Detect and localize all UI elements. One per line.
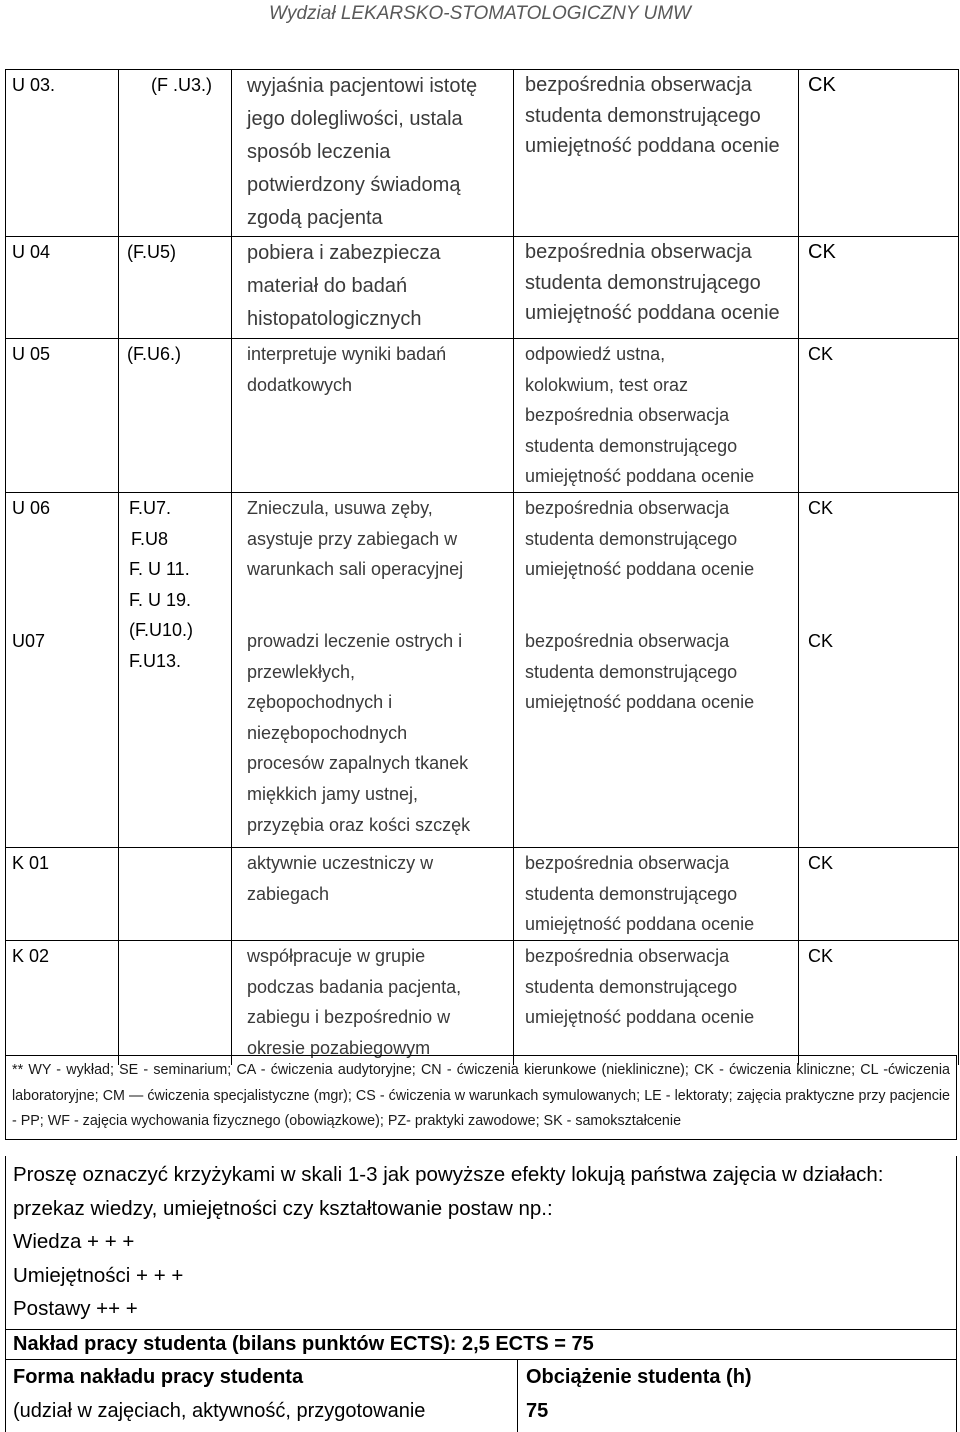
table-row xyxy=(232,626,958,847)
verification-method xyxy=(514,626,799,847)
method-line: umiejętność poddana ocenie xyxy=(525,302,780,325)
scale-wiedza: Wiedza + + + xyxy=(13,1230,135,1253)
method-line: studenta demonstrującego xyxy=(525,661,738,682)
method-line: bezpośrednia obserwacja xyxy=(525,74,752,96)
ref-line: F. U 11. xyxy=(129,559,190,580)
desc-line: sposób leczenia xyxy=(247,141,391,163)
verification-method xyxy=(514,848,799,940)
method-line: bezpośrednia obserwacja xyxy=(525,498,730,518)
desc-line: jego dolegliwości, ustala xyxy=(247,108,463,130)
outcome-ref: (F.U6.) xyxy=(119,339,232,492)
method-line: studenta demonstrującego xyxy=(525,104,761,127)
workload-form-cell xyxy=(6,1360,518,1432)
ref-line: F.U7. xyxy=(129,498,172,518)
desc-line: prowadzi leczenie ostrych i xyxy=(247,631,463,651)
method-line: umiejętność poddana ocenie xyxy=(525,914,755,935)
scale-umiejetnosci: Umiejętności + + + xyxy=(13,1263,184,1287)
outcome-ref xyxy=(119,848,232,940)
desc-line: dodatkowych xyxy=(247,374,353,395)
method-line: kolokwium, test oraz xyxy=(525,374,689,395)
workload-hours-value: 75 xyxy=(526,1400,549,1422)
merged-right-area xyxy=(232,493,958,847)
method-line: umiejętność poddana ocenie xyxy=(525,692,755,713)
outcome-code: K 02 xyxy=(6,941,119,1065)
outcome-description xyxy=(232,237,514,338)
workload-hours-cell xyxy=(518,1360,752,1432)
ects-summary: Nakład pracy studenta (bilans punktów ECTS): 2,5 ECTS = 75 xyxy=(5,1330,957,1360)
outcome-ref-merged xyxy=(119,493,232,847)
desc-line: wyjaśnia pacjentowi istotę xyxy=(247,75,478,97)
outcome-ref xyxy=(119,70,232,236)
class-form: CK xyxy=(808,74,836,96)
method-line: bezpośrednia obserwacja xyxy=(525,405,730,426)
workload-hours-title: Obciążenie studenta (h) xyxy=(526,1366,752,1388)
ref-line: F.U13. xyxy=(129,650,182,671)
desc-line: histopatologicznych xyxy=(247,308,422,330)
class-form: CK xyxy=(808,241,836,263)
verification-method xyxy=(514,70,799,236)
outcome-description xyxy=(232,493,514,626)
workload-form-title: Forma nakładu pracy studenta xyxy=(13,1366,304,1388)
scale-postawy: Postawy ++ + xyxy=(13,1297,138,1320)
table-row xyxy=(6,236,958,338)
outcome-code: U 04 xyxy=(6,237,119,338)
ref-line: F.U8 xyxy=(131,528,169,549)
outcome-code: U 06 xyxy=(12,498,51,518)
table-row xyxy=(6,940,958,1065)
desc-line: warunkach sali operacyjnej xyxy=(247,559,464,580)
desc-line: potwierdzony świadomą xyxy=(247,174,461,196)
class-form: CK xyxy=(808,946,834,966)
desc-line: przyzębia oraz kości szczęk xyxy=(247,814,471,835)
method-line: umiejętność poddana ocenie xyxy=(525,559,755,580)
table-row xyxy=(6,847,958,940)
outcome-ref: (F.U5) xyxy=(119,237,232,338)
ref-line: F. U 19. xyxy=(129,589,192,610)
instructions-line: przekaz wiedzy, umiejętności czy kształtowanie postaw np.: xyxy=(13,1196,553,1220)
workload-form-subtitle: (udział w zajęciach, aktywność, przygotowanie xyxy=(13,1400,426,1422)
outcome-description xyxy=(232,941,514,1065)
method-line: studenta demonstrującego xyxy=(525,435,738,456)
method-line: bezpośrednia obserwacja xyxy=(525,853,730,873)
workload-table xyxy=(5,1360,957,1432)
method-line: umiejętność poddana ocenie xyxy=(525,1007,755,1028)
desc-line: pobiera i zabezpiecza xyxy=(247,242,441,264)
desc-line: zabiegu i bezpośrednio w xyxy=(247,1007,451,1028)
desc-line: materiał do badań xyxy=(247,275,408,297)
desc-line: zębopochodnych i xyxy=(247,692,393,713)
outcome-code-column xyxy=(6,493,119,847)
merged-rows xyxy=(6,492,958,847)
desc-line: asystuje przy zabiegach w xyxy=(247,528,458,549)
method-line: umiejętność poddana ocenie xyxy=(525,466,755,487)
outcome-description xyxy=(232,848,514,940)
desc-line: procesów zapalnych tkanek xyxy=(247,753,469,774)
desc-line: aktywnie uczestniczy w xyxy=(247,853,434,873)
abbreviations-footnote: ** WY - wykład; SE - seminarium; CA - ćwiczenia audytoryjne; CN - ćwiczenia kierunkowe (niekliniczne); CK - ćwiczenia kliniczne; CL -ćwiczenia laboratoryjne; CM — ćwiczenia specjalistyczne (mgr); CS - ćwiczenia w warunkach symulowanych; LE - lektoraty; zajęcia praktyczne przy pacjencie - PP; WF - zajęcia wychowania fizycznego (obowiązkowe); PZ- praktyki zawodowe; SK - samokształcenie xyxy=(5,1055,957,1140)
page-header: Wydział LEKARSKO-STOMATOLOGICZNY UMW xyxy=(269,3,691,24)
table-row xyxy=(6,338,958,492)
method-line: bezpośrednia obserwacja xyxy=(525,631,730,651)
learning-outcomes-table xyxy=(5,69,959,1065)
class-form: CK xyxy=(808,498,834,518)
desc-line: przewlekłych, xyxy=(247,661,356,682)
method-line: odpowiedź ustna, xyxy=(525,344,666,364)
outcome-description xyxy=(232,626,514,847)
desc-line: niezębopochodnych xyxy=(247,722,408,743)
outcome-description xyxy=(232,339,514,492)
outcome-code: U 03. xyxy=(6,70,119,236)
desc-line: okresie pozabiegowym xyxy=(247,1037,431,1058)
outcome-description xyxy=(232,70,514,236)
table-row xyxy=(6,69,958,236)
method-line: umiejętność poddana ocenie xyxy=(525,135,780,158)
class-form: CK xyxy=(808,631,834,651)
table-row xyxy=(232,493,958,626)
verification-method xyxy=(514,237,799,338)
class-form: CK xyxy=(808,853,834,873)
method-line: bezpośrednia obserwacja xyxy=(525,241,752,263)
method-line: studenta demonstrującego xyxy=(525,976,738,997)
instructions-line: Proszę oznaczyć krzyżykami w skali 1-3 jak powyższe efekty lokują państwa zajęcia w działach: xyxy=(13,1163,884,1186)
method-line: studenta demonstrującego xyxy=(525,271,761,294)
desc-line: współpracuje w grupie xyxy=(247,946,426,966)
instructions-section xyxy=(5,1156,957,1330)
desc-line: interpretuje wyniki badań xyxy=(247,344,447,364)
outcome-ref-text: (F .U3.) xyxy=(151,75,212,95)
verification-method xyxy=(514,339,799,492)
desc-line: miękkich jamy ustnej, xyxy=(247,783,419,804)
desc-line: podczas badania pacjenta, xyxy=(247,976,462,997)
outcome-ref xyxy=(119,941,232,1065)
verification-method xyxy=(514,941,799,1065)
desc-line: zabiegach xyxy=(247,883,330,904)
desc-line: zgodą pacjenta xyxy=(247,207,383,229)
class-form: CK xyxy=(808,344,834,364)
outcome-code: U 05 xyxy=(6,339,119,492)
method-line: studenta demonstrującego xyxy=(525,528,738,549)
ref-line: (F.U10.) xyxy=(129,620,194,641)
verification-method xyxy=(514,493,799,626)
desc-line: Znieczula, usuwa zęby, xyxy=(247,498,433,518)
method-line: bezpośrednia obserwacja xyxy=(525,946,730,966)
outcome-code: U07 xyxy=(12,631,46,651)
outcome-code: K 01 xyxy=(6,848,119,940)
method-line: studenta demonstrującego xyxy=(525,883,738,904)
